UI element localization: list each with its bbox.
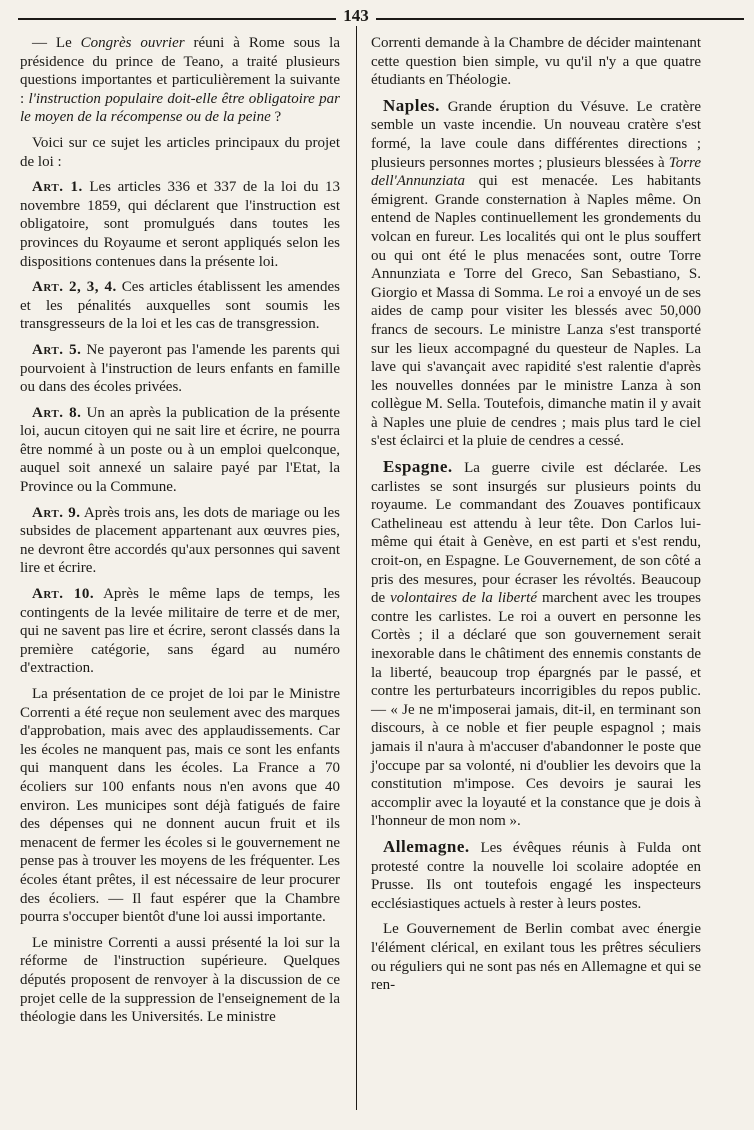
article-1 bbox=[20, 178, 340, 271]
theology-paragraph: Correnti demande à la Chambre de décider maintenant cette question bien simple, vu qu'il n'y a que quatre étudiants en Théologie. bbox=[371, 35, 701, 89]
section-heading-espagne: Espagne. bbox=[383, 457, 453, 477]
text: marchent avec les troupes contre les carlistes. Le roi a ouvert en personne les Cortès ; il a déclaré que son gouvernement serait inexorable dans le châtiment des ennemis constants de la liberté, beaucoup trop épargnés par le passé, et contre les perturbateurs incorrigibles du repos public. — « Je ne m'imposerai jamais, dit-il, en terminant son discours, à ce noble et fier peuple espagnol ; mais jamais il n'aura à m'accuser d'abandonner le poste que j'occupe par sa volonté, ni d'oublier les devoirs que la constitution m'impose. Ces devoirs je saurai les accomplir avec la loyauté et la constance que je dois à l'honneur de mon nom ». bbox=[371, 590, 701, 830]
header-rule-right bbox=[376, 18, 744, 20]
naples-section bbox=[371, 97, 701, 451]
volunteers-name: volontaires de la liberté bbox=[390, 590, 537, 607]
page-number: 143 bbox=[343, 6, 369, 25]
section-heading-allemagne: Allemagne. bbox=[383, 836, 470, 856]
article-label: Art. 9. bbox=[32, 504, 81, 521]
article-text: Après le même laps de temps, les contingents de la levée militaire de terre et de mer, qui ne savent pas lire et écrire, seront classés dans la première catégorie, sans égard au numéro d'extraction. bbox=[20, 586, 340, 677]
presentation-paragraph: La présentation de ce projet de loi par le Ministre Correnti a été reçue non seulement avec des marques d'approbation, mais avec des applaudissements. Car les écoles ne manquent pas, mais ce sont les enfants qui manquent dans les écoles. La France a 70 écoliers sur 100 enfants nous n'en avons que 40 environ. Les municipes sont déjà fatigués de faire des dépenses qui ne donnent aucun fruit et ils menacent de fermer les écoles si le gouvernement ne pense pas à trouver les moyens de les fréquenter. Les écoles étant prêtes, il est nécessaire de leur procurer des écoliers. — Il faut espérer que la Chambre pourra s'occuper bientôt d'une loi aussi importante. bbox=[20, 686, 340, 926]
article-2-3-4 bbox=[20, 278, 340, 334]
question-text: l'instruction populaire doit-elle être obligatoire par le moyen de la récompense ou de la peine bbox=[20, 90, 340, 126]
text: La guerre civile est déclarée. Les carlistes se sont insurgés sur plusieurs points du royaume. Le commandant des Zouaves pontificaux Cathelineau est attendu à leur tête. Don Carlos lui-même qui était à Genève, en est parti et s'est rendu, croit-on, en Espagne. Le Gouvernement, de son côté a pris des mesures, pour écraser les révoltés. Beaucoup de bbox=[371, 460, 701, 607]
article-text: Ces articles établissent les amendes et les pénalités auxquelles sont soumis les transgresseurs de la loi et les cas de transgression. bbox=[20, 279, 340, 333]
espagne-section bbox=[371, 458, 701, 831]
article-9 bbox=[20, 504, 340, 578]
intro-paragraph: Voici sur ce sujet les articles principaux du projet de loi : bbox=[20, 134, 340, 170]
article-text: Les articles 336 et 337 de la loi du 13 novembre 1859, qui déclarent que l'instruction est obligatoire, sont promulgués dans toutes les provinces du Royaume et seront appliqués selon les dispositions contenues dans la présente loi. bbox=[20, 179, 341, 270]
congress-paragraph bbox=[20, 34, 340, 127]
article-8 bbox=[20, 404, 340, 497]
article-label: Art. 1. bbox=[32, 179, 83, 196]
text: — Le bbox=[32, 35, 81, 51]
congress-name: Congrès ouvrier bbox=[80, 35, 185, 51]
article-text: Un an après la publication de la présente loi, aucun citoyen qui ne sait lire et écrire, ne pourra être nommé à un poste ou à un emploi quelconque, auquel soit annexé un salaire payé par l'Etat, la Province ou la Commune. bbox=[20, 404, 341, 496]
section-heading-naples: Naples. bbox=[383, 95, 440, 115]
article-5 bbox=[20, 341, 340, 397]
article-label: Art. 5. bbox=[32, 341, 82, 358]
place-name: Torre dell'Annunziata bbox=[371, 154, 701, 190]
reform-paragraph: Le ministre Correnti a aussi présenté la loi sur la réforme de l'instruction supérieure. Quelques députés proposent de renvoyer à la discussion de ce projet celle de la suppression de l'enseignement de la théologie dans les Universités. Le ministre bbox=[20, 934, 340, 1026]
column-divider bbox=[356, 26, 357, 1110]
article-10 bbox=[20, 585, 340, 678]
berlin-paragraph: Le Gouvernement de Berlin combat avec énergie l'élément clérical, en exilant tous les prêtres séculiers ou réguliers qui ne sont pas nés en Allemagne et qui se ren- bbox=[371, 921, 701, 994]
right-column bbox=[371, 34, 701, 1002]
article-text: Ne payeront pas l'amende les parents qui pourvoient à l'instruction de leurs enfants en famille ou dans des écoles privées. bbox=[20, 341, 340, 396]
article-text: Après trois ans, les dots de mariage ou les subsides de placement appartenant aux œuvres pies, ne devront être accordés qu'aux personnes qui savent lire et écrire. bbox=[20, 504, 340, 577]
article-label: Art. 2, 3, 4. bbox=[32, 279, 117, 296]
article-label: Art. 10. bbox=[32, 586, 95, 603]
left-column bbox=[20, 34, 340, 1034]
allemagne-section bbox=[371, 838, 701, 913]
text: Grande éruption du Vésuve. Le cratère semble un vaste incendie. Un nouveau cratère s'est formé, la lave coule dans différentes directions ; plusieurs personnes mortes ; plusieurs blessées à bbox=[371, 98, 701, 171]
text: qui est menacée. Les habitants émigrent. Grande consternation à Naples même. On entend de Naples continuellement les grondements du volcan en fureur. Les localités qui ont le plus souffert ou qui ont été le plus menacées sont, outre Torre Annunziata e Torre del Greco, San Sebastiano, S. Giorgio et Massa di Somma. Le roi a envoyé un de ses aides de camp pour visiter les blessés avec 50,000 francs de secours. Le ministre Lanza s'est transporté sur les lieux accompagné du questeur de Naples. La lave qui s'avançait avec rapidité s'est ralentie d'après les nouvelles données par le ministre Lanza à son collègue M. Sella. Toutefois, dimanche matin il y avait à Naples une pluie de cendres ; mais plus tard le ciel s'est éclairci et la pluie de cendres a cessé. bbox=[371, 173, 701, 450]
header-rule-left bbox=[18, 18, 336, 20]
text: réuni à Rome sous la présidence du prince de Teano, a traité plusieurs questions importantes et particulièrement la suivante : bbox=[20, 35, 341, 107]
page-header bbox=[18, 6, 744, 28]
text: ? bbox=[270, 109, 282, 126]
text: Les évêques réunis à Fulda ont protesté contre la nouvelle loi scolaire adoptée en Prusse. Ils ont toutefois engagé les inspecteurs ecclésiastiques actuels à rester à leurs postes. bbox=[371, 839, 701, 912]
article-label: Art. 8. bbox=[32, 404, 82, 421]
